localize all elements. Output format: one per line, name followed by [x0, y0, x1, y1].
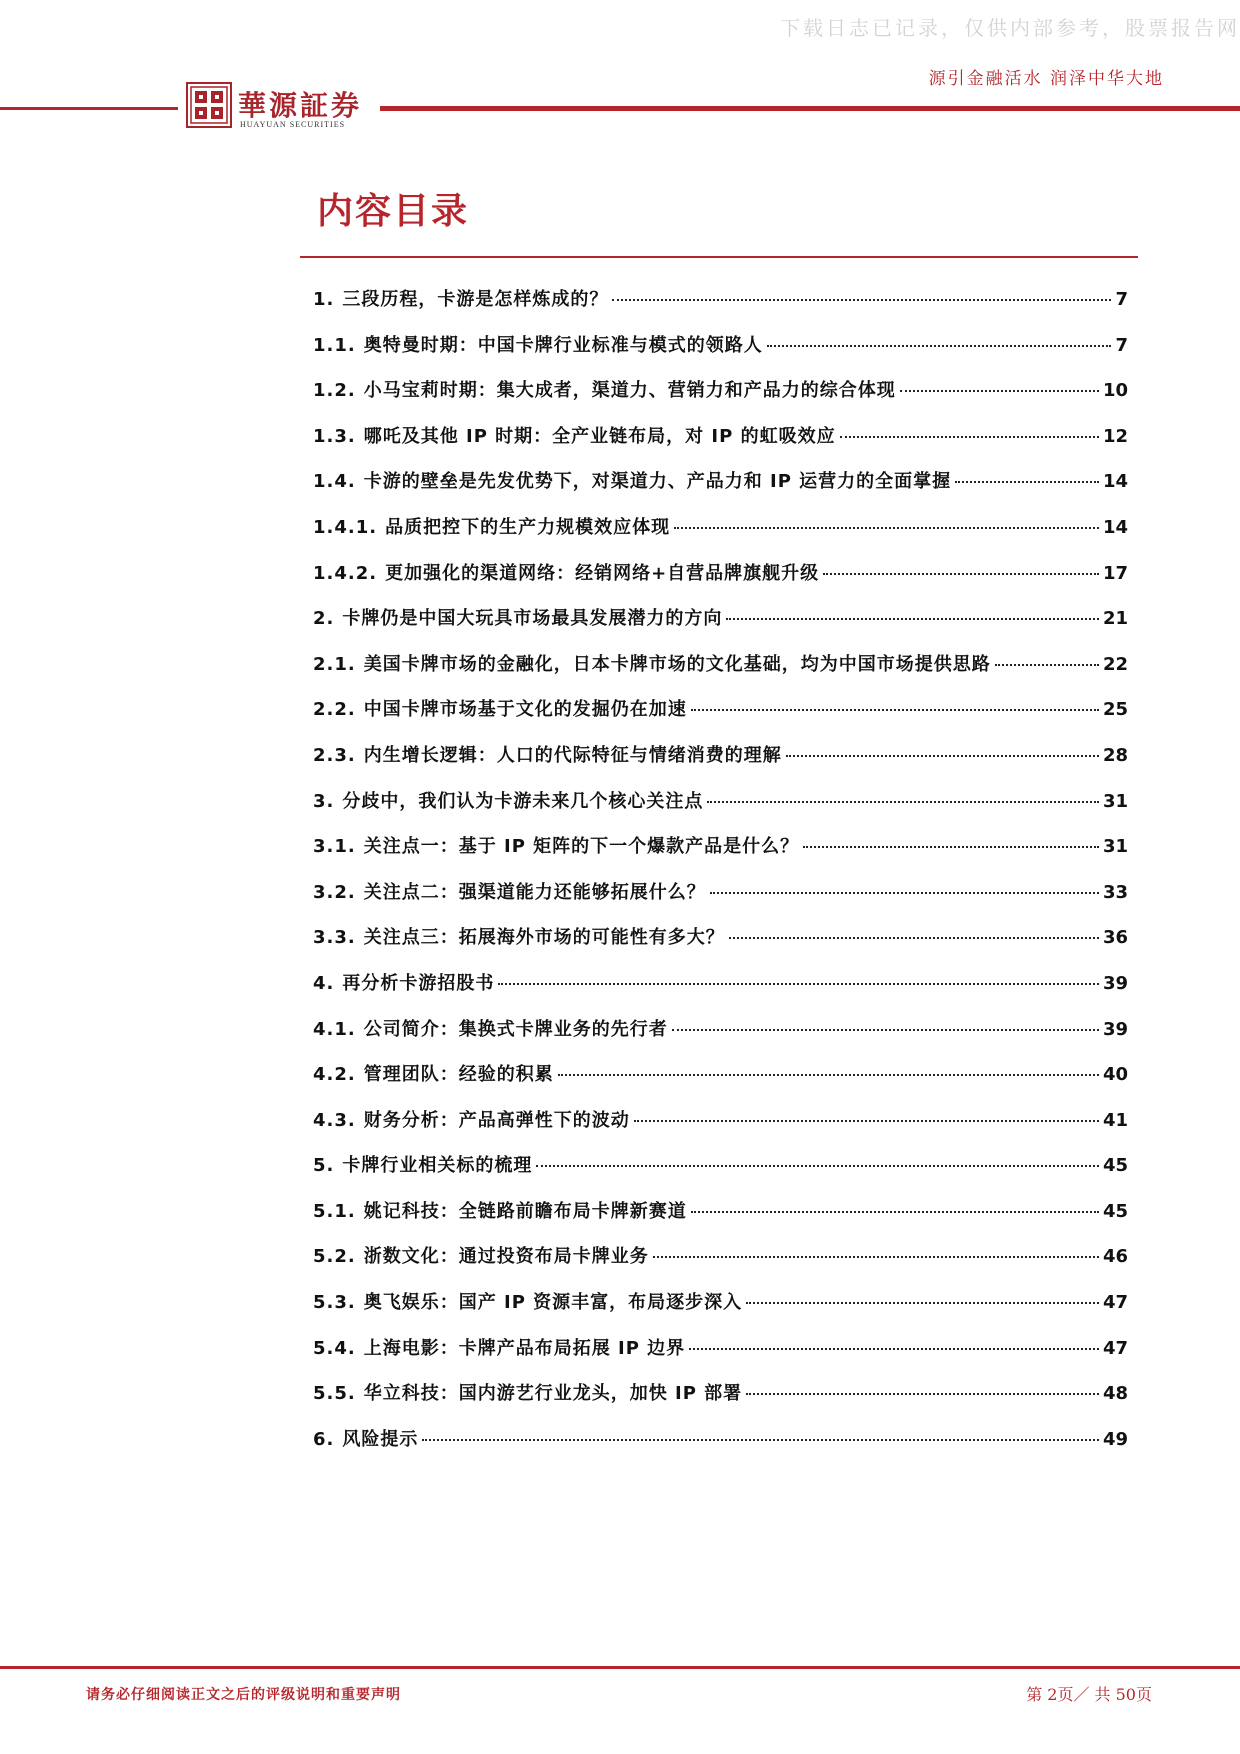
- toc-entry-number: 1.2.: [313, 380, 356, 402]
- toc-entry-page: 31: [1102, 790, 1128, 812]
- toc-entry[interactable]: [313, 1288, 1128, 1334]
- toc-entry[interactable]: [313, 467, 1128, 513]
- toc-entry-label: [313, 1015, 668, 1041]
- toc-entry-label: [313, 513, 670, 539]
- toc-entry-text: 姚记科技：全链路前瞻布局卡牌新赛道: [363, 1200, 687, 1222]
- toc-entry-text: 风险提示: [342, 1428, 419, 1450]
- toc-entry-label: [313, 1425, 418, 1451]
- toc-entry-label: [313, 1106, 630, 1132]
- toc-entry-text: 再分析卡游招股书: [342, 972, 495, 994]
- toc-entry-label: [313, 695, 687, 721]
- toc-entry-leader-dots: [691, 709, 1099, 711]
- toc-entry-page: 49: [1102, 1428, 1128, 1450]
- toc-entry-label: [313, 376, 896, 402]
- toc-entry-text: 哪吒及其他 IP 时期：全产业链布局，对 IP 的虹吸效应: [363, 425, 836, 447]
- toc-entry[interactable]: [313, 650, 1128, 696]
- toc-entry-text: 公司简介：集换式卡牌业务的先行者: [363, 1018, 668, 1040]
- logo-seal-icon: [186, 82, 232, 128]
- toc-entry-text: 内生增长逻辑：人口的代际特征与情绪消费的理解: [363, 744, 782, 766]
- toc-entry-leader-dots: [634, 1120, 1099, 1122]
- toc-entry-page: 10: [1102, 380, 1128, 402]
- toc-entry-text: 品质把控下的生产力规模效应体现: [385, 516, 671, 538]
- toc-entry-page: 39: [1102, 1018, 1128, 1040]
- toc-entry[interactable]: [313, 1334, 1128, 1380]
- toc-entry-page: 39: [1102, 972, 1128, 994]
- toc-entry-text: 关注点三：拓展海外市场的可能性有多大？: [363, 927, 725, 949]
- toc-entry-text: 卡游的壁垒是先发优势下，对渠道力、产品力和 IP 运营力的全面掌握: [363, 471, 952, 493]
- logo-english-name: HUAYUAN SECURITIES: [240, 120, 346, 129]
- toc-entry-text: 奥飞娱乐：国产 IP 资源丰富，布局逐步深入: [363, 1292, 743, 1314]
- toc-entry-page: 14: [1102, 516, 1128, 538]
- toc-entry-page: 17: [1102, 562, 1128, 584]
- toc-entry[interactable]: [313, 1379, 1128, 1425]
- toc-entry[interactable]: [313, 376, 1128, 422]
- toc-entry-page: 45: [1102, 1200, 1128, 1222]
- toc-entry-leader-dots: [710, 892, 1099, 894]
- toc-entry-page: 36: [1102, 927, 1128, 949]
- toc-entry-page: 14: [1102, 471, 1128, 493]
- toc-entry-text: 更加强化的渠道网络：经销网络+自营品牌旗舰升级: [385, 562, 820, 584]
- toc-entry[interactable]: [313, 513, 1128, 559]
- toc-entry-number: 4.3.: [313, 1109, 356, 1131]
- toc-entry-leader-dots: [840, 436, 1099, 438]
- toc-entry-number: 1.: [313, 289, 335, 310]
- toc-entry-page: 33: [1102, 881, 1128, 903]
- toc-entry-leader-dots: [746, 1302, 1099, 1304]
- toc-entry-number: 5.5.: [313, 1383, 356, 1405]
- toc-entry-label: [313, 1151, 532, 1177]
- toc-entry-text: 卡牌行业相关标的梳理: [342, 1155, 533, 1177]
- toc-entry[interactable]: [313, 923, 1128, 969]
- toc-list: [313, 285, 1128, 1470]
- toc-entry-number: 1.4.2.: [313, 562, 378, 584]
- toc-entry-number: 3.2.: [313, 881, 356, 903]
- toc-entry-leader-dots: [767, 345, 1112, 347]
- toc-entry-leader-dots: [422, 1439, 1099, 1441]
- toc-entry-label: [313, 1288, 742, 1314]
- toc-entry-leader-dots: [823, 573, 1099, 575]
- toc-entry-text: 财务分析：产品高弹性下的波动: [363, 1109, 630, 1131]
- toc-entry-leader-dots: [612, 299, 1111, 301]
- toc-entry-label: [313, 650, 991, 676]
- toc-entry-page: 12: [1102, 425, 1128, 447]
- toc-entry[interactable]: [313, 285, 1128, 331]
- toc-entry-label: [313, 285, 608, 311]
- toc-entry-number: 1.4.: [313, 471, 356, 493]
- footer-rule: [0, 1666, 1240, 1669]
- toc-entry-page: 25: [1102, 699, 1128, 721]
- toc-entry[interactable]: [313, 422, 1128, 468]
- toc-entry-page: 31: [1102, 836, 1128, 858]
- toc-entry[interactable]: [313, 604, 1128, 650]
- toc-entry[interactable]: [313, 832, 1128, 878]
- toc-entry-page: 7: [1115, 334, 1128, 356]
- toc-entry-page: 45: [1102, 1155, 1128, 1177]
- toc-entry-label: [313, 604, 722, 630]
- toc-entry-number: 4.: [313, 972, 335, 994]
- toc-entry-number: 2.1.: [313, 653, 356, 675]
- toc-entry[interactable]: [313, 878, 1128, 924]
- toc-entry-label: [313, 787, 703, 813]
- toc-entry-number: 2.2.: [313, 699, 356, 721]
- toc-entry-number: 6.: [313, 1428, 335, 1450]
- toc-entry-leader-dots: [746, 1393, 1099, 1395]
- toc-entry-label: [313, 1334, 685, 1360]
- toc-entry-text: 中国卡牌市场基于文化的发掘仍在加速: [363, 699, 687, 721]
- toc-entry-label: [313, 878, 706, 904]
- header-slogan: 源引金融活水 润泽中华大地: [928, 69, 1164, 89]
- toc-entry-text: 奥特曼时期：中国卡牌行业标准与模式的领路人: [363, 334, 763, 356]
- toc-entry[interactable]: [313, 331, 1128, 377]
- toc-entry-label: [313, 331, 763, 357]
- toc-entry[interactable]: [313, 1425, 1128, 1471]
- toc-entry-text: 三段历程，卡游是怎样炼成的？: [342, 289, 609, 310]
- toc-entry-page: 47: [1102, 1292, 1128, 1314]
- toc-entry-leader-dots: [689, 1348, 1099, 1350]
- toc-entry-label: [313, 1242, 649, 1268]
- toc-entry-label: [313, 559, 819, 585]
- footer-page-number: 第 2页／ 共 50页: [1026, 1685, 1152, 1704]
- toc-entry[interactable]: [313, 559, 1128, 605]
- header-rule-left: [0, 107, 178, 110]
- toc-entry-label: [313, 1379, 742, 1405]
- toc-entry-page: 40: [1102, 1064, 1128, 1086]
- toc-entry[interactable]: [313, 1242, 1128, 1288]
- toc-entry-leader-dots: [536, 1165, 1099, 1167]
- toc-entry-leader-dots: [955, 481, 1099, 483]
- toc-entry-leader-dots: [498, 983, 1099, 985]
- toc-entry-label: [313, 969, 494, 995]
- toc-entry-number: 4.2.: [313, 1064, 356, 1086]
- toc-entry-page: 46: [1102, 1246, 1128, 1268]
- toc-entry-leader-dots: [672, 1029, 1099, 1031]
- toc-entry-number: 2.: [313, 608, 335, 630]
- toc-entry-number: 5.2.: [313, 1246, 356, 1268]
- toc-entry-text: 关注点二：强渠道能力还能够拓展什么？: [363, 881, 706, 903]
- toc-entry-number: 5.3.: [313, 1292, 356, 1314]
- toc-entry[interactable]: [313, 1106, 1128, 1152]
- toc-entry-label: [313, 422, 836, 448]
- toc-entry-number: 5.4.: [313, 1337, 356, 1359]
- toc-entry-number: 3.3.: [313, 927, 356, 949]
- logo-chinese-name: 華源証券: [238, 89, 363, 122]
- toc-entry-leader-dots: [558, 1074, 1099, 1076]
- toc-entry-leader-dots: [674, 527, 1099, 529]
- toc-title-rule: [300, 256, 1138, 258]
- toc-entry-number: 5.: [313, 1155, 335, 1177]
- toc-entry-text: 卡牌仍是中国大玩具市场最具发展潜力的方向: [342, 608, 723, 630]
- toc-entry-label: [313, 1060, 554, 1086]
- toc-entry-leader-dots: [995, 664, 1099, 666]
- toc-entry[interactable]: [313, 969, 1128, 1015]
- toc-entry-label: [313, 1197, 687, 1223]
- toc-entry[interactable]: [313, 1060, 1128, 1106]
- toc-entry-text: 管理团队：经验的积累: [363, 1064, 554, 1086]
- toc-entry[interactable]: [313, 1197, 1128, 1243]
- toc-entry-leader-dots: [900, 390, 1099, 392]
- toc-entry-number: 1.1.: [313, 334, 356, 356]
- toc-entry-page: 7: [1115, 289, 1128, 310]
- toc-entry-page: 28: [1102, 744, 1128, 766]
- toc-entry-number: 2.3.: [313, 744, 356, 766]
- toc-entry-text: 上海电影：卡牌产品布局拓展 IP 边界: [363, 1337, 686, 1359]
- toc-entry-number: 5.1.: [313, 1200, 356, 1222]
- toc-entry-number: 3.1.: [313, 836, 356, 858]
- toc-entry-page: 21: [1102, 608, 1128, 630]
- toc-entry-label: [313, 741, 782, 767]
- toc-entry[interactable]: [313, 787, 1128, 833]
- toc-entry-page: 22: [1102, 653, 1128, 675]
- toc-entry-leader-dots: [729, 937, 1099, 939]
- toc-entry-leader-dots: [786, 755, 1099, 757]
- toc-entry-leader-dots: [691, 1211, 1099, 1213]
- toc-entry[interactable]: [313, 1015, 1128, 1061]
- toc-entry-label: [313, 832, 799, 858]
- toc-entry-page: 41: [1102, 1109, 1128, 1131]
- toc-entry-number: 1.3.: [313, 425, 356, 447]
- toc-entry-number: 3.: [313, 790, 335, 812]
- toc-title: 内容目录: [317, 191, 470, 232]
- toc-entry-text: 分歧中，我们认为卡游未来几个核心关注点: [342, 790, 704, 812]
- company-logo: [186, 78, 376, 132]
- toc-entry-text: 关注点一：基于 IP 矩阵的下一个爆款产品是什么？: [363, 836, 800, 858]
- toc-entry[interactable]: [313, 1151, 1128, 1197]
- watermark-text: 下载日志已记录，仅供内部参考，股票报告网: [780, 16, 1240, 40]
- footer-disclaimer: 请务必仔细阅读正文之后的评级说明和重要声明: [86, 1687, 401, 1703]
- toc-entry-label: [313, 923, 725, 949]
- header-rule-right: [380, 106, 1240, 111]
- toc-entry-leader-dots: [726, 618, 1099, 620]
- toc-entry-page: 48: [1102, 1383, 1128, 1405]
- toc-entry-label: [313, 467, 951, 493]
- toc-entry-leader-dots: [707, 801, 1099, 803]
- toc-entry[interactable]: [313, 741, 1128, 787]
- toc-entry-text: 浙数文化：通过投资布局卡牌业务: [363, 1246, 649, 1268]
- toc-entry-text: 华立科技：国内游艺行业龙头，加快 IP 部署: [363, 1383, 743, 1405]
- toc-entry[interactable]: [313, 695, 1128, 741]
- toc-entry-number: 1.4.1.: [313, 516, 378, 538]
- toc-entry-leader-dots: [653, 1256, 1099, 1258]
- toc-entry-number: 4.1.: [313, 1018, 356, 1040]
- toc-entry-text: 小马宝莉时期：集大成者，渠道力、营销力和产品力的综合体现: [363, 380, 896, 402]
- toc-entry-text: 美国卡牌市场的金融化，日本卡牌市场的文化基础，均为中国市场提供思路: [363, 653, 991, 675]
- toc-entry-leader-dots: [803, 846, 1099, 848]
- toc-entry-page: 47: [1102, 1337, 1128, 1359]
